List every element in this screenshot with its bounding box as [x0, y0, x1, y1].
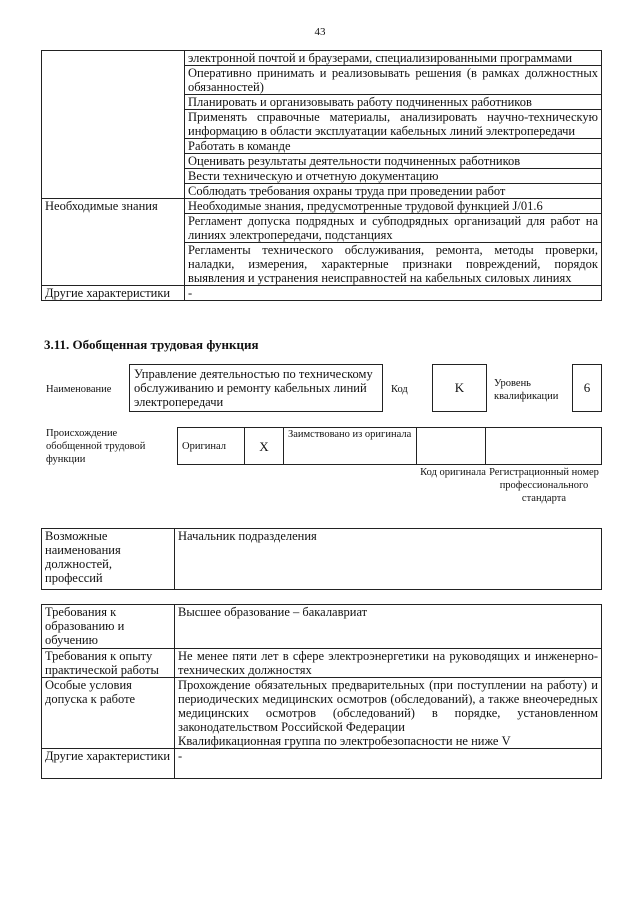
page-number: 43	[314, 26, 326, 38]
reg-caption: Регистрационный номер профессионального стандарта	[489, 467, 599, 504]
skill-row: Вести техническую и отчетную документацию	[185, 169, 602, 184]
skill-row: Планировать и организовывать работу подчиненных работников	[185, 95, 602, 110]
table-row	[42, 51, 602, 66]
table-row	[42, 286, 602, 301]
table-row	[42, 749, 602, 779]
medical-requirement: Прохождение обязательных предварительных (при поступлении на работу) и периодических медицинских осмотров (обследований), а также внеочередных медицинских осмотров (обследований) в порядке, установленном законодательством Российской Федерации	[178, 678, 598, 734]
requirement-value: Высшее образование – бакалавриат	[175, 605, 602, 649]
original-mark: X	[245, 428, 284, 465]
section-title: 3.11. Обобщенная трудовая функция	[44, 337, 259, 352]
table-row	[42, 605, 602, 649]
other-characteristics-value: -	[185, 286, 602, 301]
requirement-label: Особые условия допуска к работе	[42, 678, 175, 749]
electrical-safety-requirement: Квалификационная группа по электробезопасности не ниже V	[178, 734, 511, 748]
borrowed-label: Заимствовано из оригинала	[284, 428, 417, 465]
code-label: Код	[391, 384, 408, 395]
table-row	[42, 678, 602, 749]
skills-knowledge-table	[41, 50, 602, 301]
skill-row: электронной почтой и браузерами, специализированными программами	[185, 51, 602, 66]
requirement-value: -	[175, 749, 602, 779]
origin-table	[177, 427, 602, 465]
level-label: Уровень квалификации	[494, 378, 559, 402]
requirements-table	[41, 604, 602, 779]
table-cell-empty-label	[42, 51, 185, 199]
code-caption: Код оригинала	[420, 467, 486, 478]
skill-row: Работать в команде	[185, 139, 602, 154]
requirement-label: Требования к опыту практической работы	[42, 649, 175, 678]
requirement-label: Требования к образованию и обучению	[42, 605, 175, 649]
naming-label: Наименование	[46, 384, 112, 395]
positions-table	[41, 528, 602, 590]
table-row	[42, 649, 602, 678]
table-row	[42, 529, 602, 590]
skill-row: Оперативно принимать и реализовывать решения (в рамках должностных обязанностей)	[185, 66, 602, 95]
knowledge-label: Необходимые знания	[42, 199, 185, 286]
skill-row: Применять справочные материалы, анализировать научно-техническую информацию в области эксплуатации кабельных линий электропередачи	[185, 110, 602, 139]
requirement-value-cell	[175, 678, 602, 749]
requirement-value: Не менее пяти лет в сфере электроэнергетики на руководящих и инженерно-технических должностях	[175, 649, 602, 678]
origin-label: Происхождение обобщенной трудовой функции	[46, 428, 146, 465]
positions-label: Возможные наименования должностей, профессий	[42, 529, 175, 590]
function-name-box: Управление деятельностью по техническому обслуживанию и ремонту кабельных линий электропередачи	[129, 364, 383, 412]
skill-row: Соблюдать требования охраны труда при проведении работ	[185, 184, 602, 199]
knowledge-row: Необходимые знания, предусмотренные трудовой функцией J/01.6	[185, 199, 602, 214]
positions-value: Начальник подразделения	[175, 529, 602, 590]
table-row	[42, 199, 602, 214]
reg-number-cell	[486, 428, 602, 465]
other-characteristics-label: Другие характеристики	[42, 286, 185, 301]
requirement-label: Другие характеристики	[42, 749, 175, 779]
table-row	[178, 428, 602, 465]
original-label: Оригинал	[178, 428, 245, 465]
knowledge-row: Регламенты технического обслуживания, ремонта, методы проверки, наладки, измерения, характерные признаки повреждений, порядок выявления и устранения неисправностей на кабельных силовых линиях	[185, 243, 602, 286]
code-value-box: K	[432, 364, 487, 412]
level-value-box: 6	[572, 364, 602, 412]
skill-row: Оценивать результаты деятельности подчиненных работников	[185, 154, 602, 169]
original-code-cell	[417, 428, 486, 465]
knowledge-row: Регламент допуска подрядных и субподрядных организаций для работ на линиях электропередачи, подстанциях	[185, 214, 602, 243]
